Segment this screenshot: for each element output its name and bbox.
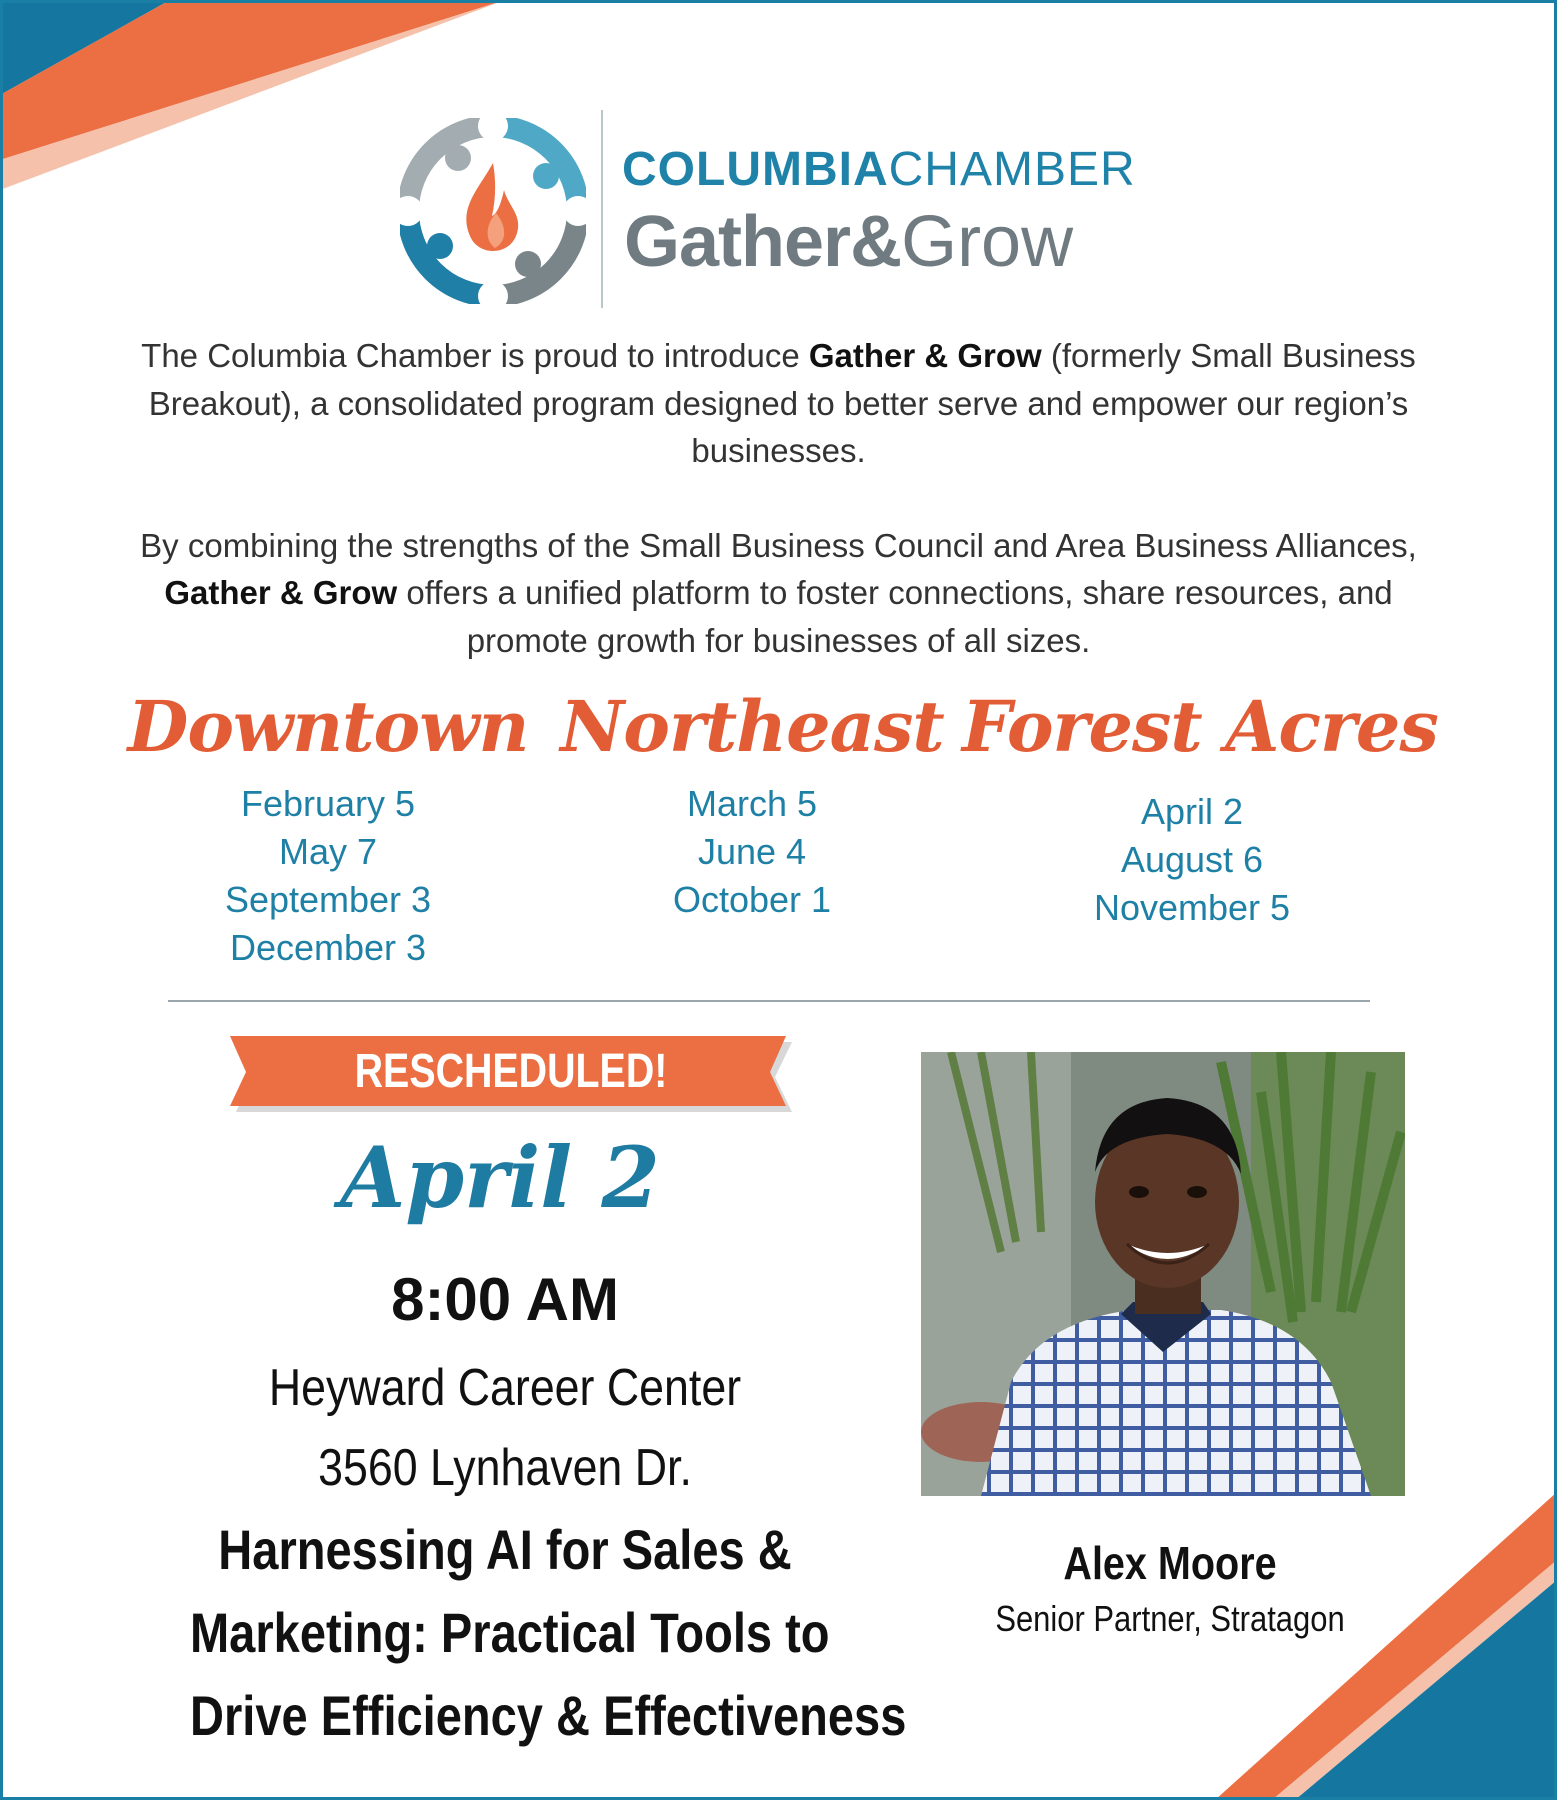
date-item: September 3 — [224, 879, 432, 920]
date-item: May 7 — [278, 831, 378, 872]
date-item: November 5 — [1093, 887, 1291, 928]
event-talk-title — [130, 1508, 907, 1757]
date-item: March 5 — [686, 783, 818, 824]
date-item: June 4 — [697, 831, 807, 872]
talk-title-line: Harnessing AI for Sales & — [218, 1518, 792, 1581]
intro-p1-text-end: (formerly Small Business Breakout), a consolidated program designed to better serve and empower our region’s businesses. — [148, 337, 1416, 469]
region-title-northeast: Northeast — [560, 685, 944, 768]
section-divider — [168, 1000, 1370, 1002]
date-item: December 3 — [229, 927, 427, 968]
intro-p2-text-end: offers a unified platform to foster connections, share resources, and promote growth for businesses of all sizes. — [397, 574, 1393, 659]
talk-title-line: Drive Efficiency & Effectiveness — [190, 1684, 907, 1747]
date-item: August 6 — [1120, 839, 1264, 880]
speaker-title: Senior Partner, Stratagon — [995, 1598, 1345, 1639]
speaker-photo — [921, 1052, 1405, 1496]
logo-divider — [601, 110, 603, 308]
intro-p1-text: The Columbia Chamber is proud to introduce — [141, 337, 809, 374]
intro-p2-program-name: Gather & Grow — [164, 574, 398, 611]
intro-paragraph-1 — [140, 332, 1417, 475]
region-dates-forest-acres — [962, 788, 1422, 932]
logo-chamber-text: CHAMBER — [888, 143, 1136, 196]
region-dates-downtown — [108, 780, 548, 972]
event-date: April 2 — [340, 1128, 660, 1227]
intro-p2-text: By combining the strengths of the Small Business Council and Area Business Alliances, — [140, 526, 1417, 564]
venue-address: 3560 Lynhaven Dr. — [318, 1439, 692, 1497]
region-title-downtown: Downtown — [127, 685, 529, 768]
region-northeast — [532, 685, 972, 924]
chamber-logo — [400, 110, 1200, 310]
logo-columbia-chamber — [622, 143, 1136, 196]
logo-grow-text: Grow — [901, 202, 1074, 282]
speaker-name: Alex Moore — [1063, 1537, 1277, 1589]
speaker-portrait-image — [921, 1052, 1405, 1496]
gather-grow-logo-icon — [400, 118, 586, 304]
logo-gather-text: Gather& — [624, 202, 902, 282]
event-time: 8:00 AM — [391, 1266, 619, 1333]
venue-name: Heyward Career Center — [268, 1359, 742, 1417]
event-venue — [130, 1348, 880, 1508]
region-forest-acres — [962, 685, 1438, 932]
logo-gather-grow — [624, 202, 1074, 282]
date-item: April 2 — [1140, 791, 1244, 832]
region-title-forest-acres: Forest Acres — [962, 685, 1438, 768]
date-item: October 1 — [672, 879, 832, 920]
intro-paragraph-2 — [140, 522, 1417, 665]
rescheduled-banner — [230, 1032, 792, 1112]
rescheduled-label: RESCHEDULED! — [354, 1045, 668, 1098]
logo-columbia-text: COLUMBIA — [622, 143, 889, 196]
talk-title-line: Marketing: Practical Tools to — [190, 1601, 830, 1664]
region-downtown — [108, 685, 548, 972]
intro-text — [140, 332, 1417, 711]
date-item: February 5 — [240, 783, 416, 824]
region-dates-northeast — [532, 780, 972, 924]
intro-p1-program-name: Gather & Grow — [808, 337, 1042, 374]
